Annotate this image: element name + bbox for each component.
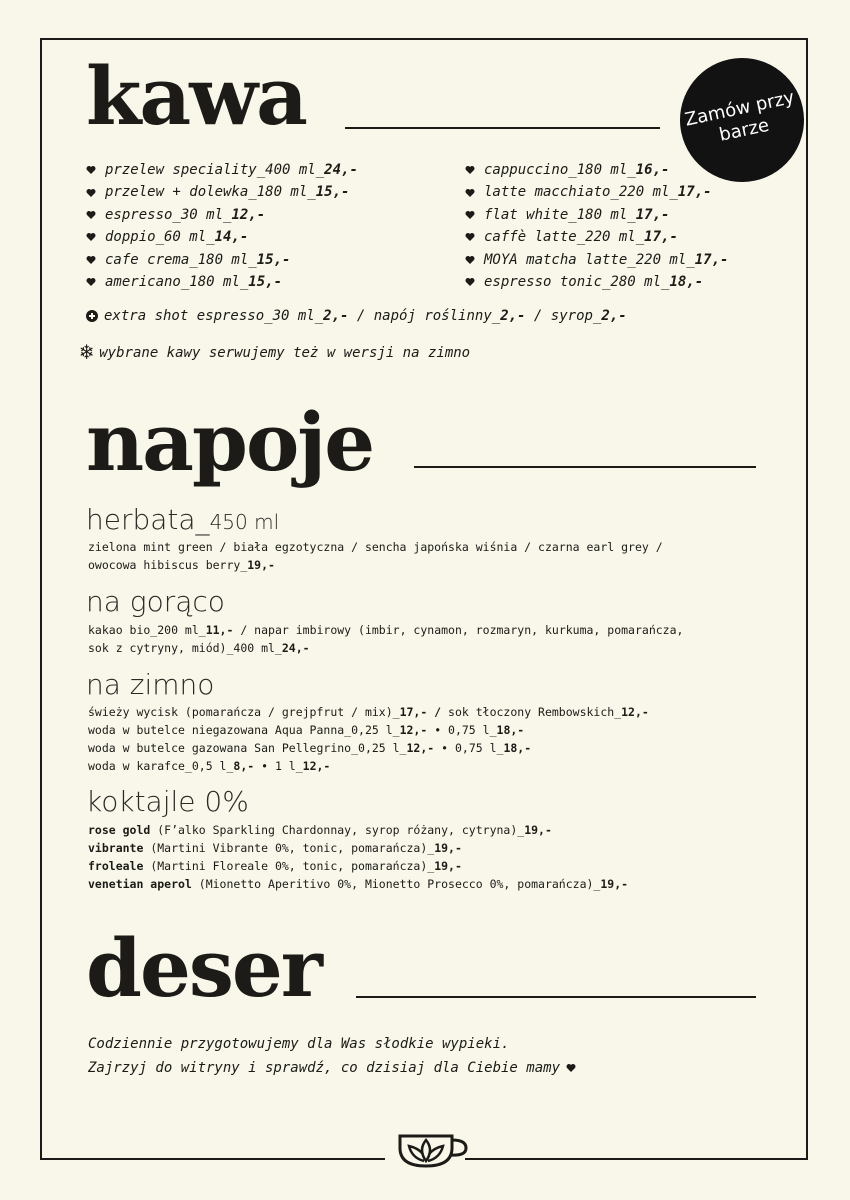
- heart-icon: [465, 188, 475, 198]
- cocktail-name: froleale: [88, 859, 144, 873]
- coffee-item-name: cafe crema_180 ml_: [105, 251, 257, 268]
- coffee-item-price: 17,-: [677, 184, 712, 201]
- coffee-item: [86, 271, 358, 293]
- na-zimno-text: [88, 703, 649, 775]
- plus-circle-icon: [86, 310, 98, 322]
- na-goraco-heading: na gorąco: [86, 585, 225, 618]
- cocktail-price: 19,-: [434, 841, 462, 855]
- coffee-item-name: flat white_180 ml_: [484, 206, 636, 223]
- na-goraco-line: [88, 639, 683, 657]
- herbata-text: [88, 538, 663, 574]
- cocktail-row: [88, 875, 628, 893]
- coffee-item-price: 15,-: [256, 251, 291, 268]
- herbata-heading-size: 450 ml: [209, 510, 280, 534]
- coffee-list-right: [465, 159, 728, 293]
- coffee-item: [86, 159, 358, 181]
- na-goraco-line: [88, 621, 683, 639]
- heart-icon: [465, 277, 475, 287]
- cocktail-price: 19,-: [600, 877, 629, 891]
- koktajle-text: [88, 821, 628, 893]
- heart-icon: [465, 210, 475, 220]
- extra-shot-price: 2,-: [323, 308, 349, 324]
- coffee-item-name: doppio_60 ml_: [105, 229, 215, 246]
- cold-drink-row: [88, 721, 649, 739]
- coffee-item-name: cappuccino_180 ml_: [484, 162, 636, 178]
- frame-bottom-line-right: [465, 1158, 808, 1160]
- coffee-item-price: 15,-: [248, 273, 283, 290]
- cold-drink-row: [88, 739, 649, 757]
- heart-icon: [86, 277, 96, 287]
- extras-separator: /: [525, 308, 551, 324]
- cold-drink-name: woda w butelce gazowana San Pellegrino_0,25 l_: [88, 741, 407, 755]
- lotus-cup-logo-icon: [394, 1128, 470, 1172]
- ginger-infusion-text: / napar imbirowy (imbir, cynamon, rozmaryn, kurkuma, pomarańcza,: [233, 623, 684, 637]
- coffee-item: [86, 181, 358, 203]
- heart-icon: [566, 1063, 576, 1073]
- cocoa-name: kakao bio_200 ml_: [88, 623, 206, 637]
- section-title-napoje: napoje: [86, 395, 374, 489]
- kawa-title-rule: [345, 127, 660, 129]
- cold-drink-name: świeży wycisk (pomarańcza / grejpfrut / mix)_: [88, 705, 400, 719]
- coffee-item-price: 15,-: [315, 184, 350, 201]
- cold-drink-price: 12,-: [399, 723, 428, 737]
- cocoa-price: 11,-: [205, 623, 234, 637]
- cold-drink-variant: • 1 l_: [254, 759, 303, 773]
- syrup-price: 2,-: [601, 308, 627, 324]
- coffee-item-price: 17,-: [694, 251, 729, 268]
- cold-drink-variant-price: 12,-: [621, 705, 649, 719]
- coffee-item: [465, 226, 728, 248]
- extra-shot-name: extra shot espresso_30 ml_: [104, 308, 324, 324]
- cocktail-row: [88, 857, 628, 875]
- coffee-item-price: 17,-: [644, 229, 678, 246]
- cocktail-description: (Martini Vibrante 0%, tonic, pomarańcza)_: [143, 841, 435, 855]
- coffee-item: [465, 159, 728, 181]
- cold-drink-variant: • 0,75 l_: [427, 723, 497, 737]
- cold-drink-row: [88, 757, 649, 775]
- heart-icon: [86, 255, 96, 265]
- cold-drink-variant-price: 12,-: [302, 759, 331, 773]
- heart-icon: [86, 165, 96, 175]
- heart-icon: [465, 165, 475, 175]
- dessert-line: Codziennie przygotowujemy dla Was słodkie wypieki.: [88, 1036, 510, 1052]
- coffee-item-name: caffè latte_220 ml_: [484, 229, 645, 246]
- cold-drink-price: 17,- /: [399, 705, 442, 719]
- syrup-name: syrop_: [550, 308, 602, 324]
- cold-drink-name: woda w butelce niegazowana Aqua Panna_0,25 l_: [88, 723, 400, 737]
- section-title-kawa: kawa: [86, 49, 306, 143]
- coffee-item: [465, 249, 728, 271]
- coffee-item-price: 18,-: [669, 273, 704, 290]
- heart-icon: [86, 188, 96, 198]
- coffee-item-price: 24,-: [324, 162, 358, 178]
- cold-drink-price: 12,-: [406, 741, 435, 755]
- cocktail-description: (Martini Floreale 0%, tonic, pomarańcza)_: [143, 859, 435, 873]
- herbata-line: [88, 556, 663, 574]
- ginger-infusion-text-cont: sok z cytryny, miód)_400 ml_: [88, 641, 282, 655]
- coffee-item-name: americano_180 ml_: [105, 273, 249, 290]
- cocktail-row: [88, 839, 628, 857]
- section-title-deser: deser: [86, 921, 321, 1015]
- coffee-item-price: 14,-: [214, 229, 249, 246]
- coffee-item-price: 12,-: [231, 206, 266, 223]
- herbata-price: 19,-: [247, 558, 275, 572]
- coffee-item: [465, 181, 728, 203]
- deser-title-rule: [356, 996, 756, 998]
- extras-separator: /: [348, 308, 374, 324]
- coffee-item-name: przelew + dolewka_180 ml_: [105, 184, 316, 201]
- coffee-item-name: MOYA matcha latte_220 ml_: [484, 251, 695, 268]
- dessert-line-text: Zajrzyj do witryny i sprawdź, co dzisiaj dla Ciebie mamy: [88, 1060, 561, 1076]
- heart-icon: [86, 232, 96, 242]
- cocktail-name: venetian aperol: [88, 877, 192, 891]
- coffee-list-left: [86, 159, 358, 293]
- herbata-heading: [86, 503, 280, 536]
- heart-icon: [86, 210, 96, 220]
- na-zimno-heading: na zimno: [86, 668, 215, 701]
- cold-drink-variant: sok tłoczony Rembowskich_: [441, 705, 622, 719]
- order-at-bar-badge: Zamów przy barze: [668, 46, 815, 193]
- coffee-item-name: espresso tonic_280 ml_: [484, 273, 670, 290]
- cold-coffee-note-text: wybrane kawy serwujemy też w wersji na zimno: [99, 345, 471, 361]
- dessert-text: [88, 1032, 576, 1080]
- coffee-item-name: latte macchiato_220 ml_: [484, 184, 678, 201]
- cold-drink-price: 8,-: [233, 759, 255, 773]
- frame-bottom-line-left: [40, 1158, 385, 1160]
- cocktail-name: vibrante: [88, 841, 144, 855]
- coffee-item-price: 17,-: [635, 206, 670, 223]
- cocktail-price: 19,-: [434, 859, 462, 873]
- herbata-heading-text: herbata_: [86, 503, 210, 536]
- herbata-line-text: owocowa hibiscus berry_: [88, 558, 248, 572]
- coffee-item-name: espresso_30 ml_: [105, 206, 232, 223]
- koktajle-heading: koktajle 0%: [86, 785, 249, 818]
- cold-drink-variant-price: 18,-: [496, 723, 525, 737]
- cocktail-description: (F’alko Sparkling Chardonnay, syrop różany, cytryna)_: [150, 823, 525, 837]
- cold-coffee-note: [80, 342, 470, 364]
- na-goraco-text: [88, 621, 683, 657]
- coffee-item: [465, 271, 728, 293]
- cocktail-price: 19,-: [524, 823, 552, 837]
- plant-milk-price: 2,-: [500, 308, 526, 324]
- coffee-item: [86, 226, 358, 248]
- heart-icon: [465, 232, 475, 242]
- herbata-line: zielona mint green / biała egzotyczna / sencha japońska wiśnia / czarna earl grey /: [88, 540, 663, 554]
- ginger-infusion-price: 24,-: [281, 641, 310, 655]
- coffee-extras-line: [86, 305, 627, 327]
- coffee-item: [465, 204, 728, 226]
- snowflake-icon: ❄: [80, 340, 94, 365]
- coffee-item-price: 16,-: [635, 162, 670, 178]
- cold-drink-variant: • 0,75 l_: [434, 741, 504, 755]
- heart-icon: [465, 255, 475, 265]
- cold-drink-name: woda w karafce_0,5 l_: [88, 759, 234, 773]
- dessert-line: [88, 1056, 576, 1080]
- cold-drink-variant-price: 18,-: [503, 741, 532, 755]
- plant-milk-name: napój roślinny_: [373, 308, 501, 324]
- coffee-item-name: przelew speciality_400 ml_: [105, 162, 325, 178]
- coffee-item: [86, 204, 358, 226]
- coffee-item: [86, 249, 358, 271]
- cocktail-row: [88, 821, 628, 839]
- cocktail-name: rose gold: [88, 823, 151, 837]
- cocktail-description: (Mionetto Aperitivo 0%, Mionetto Prosecco 0%, pomarańcza)_: [191, 877, 601, 891]
- napoje-title-rule: [414, 466, 756, 468]
- cold-drink-row: [88, 703, 649, 721]
